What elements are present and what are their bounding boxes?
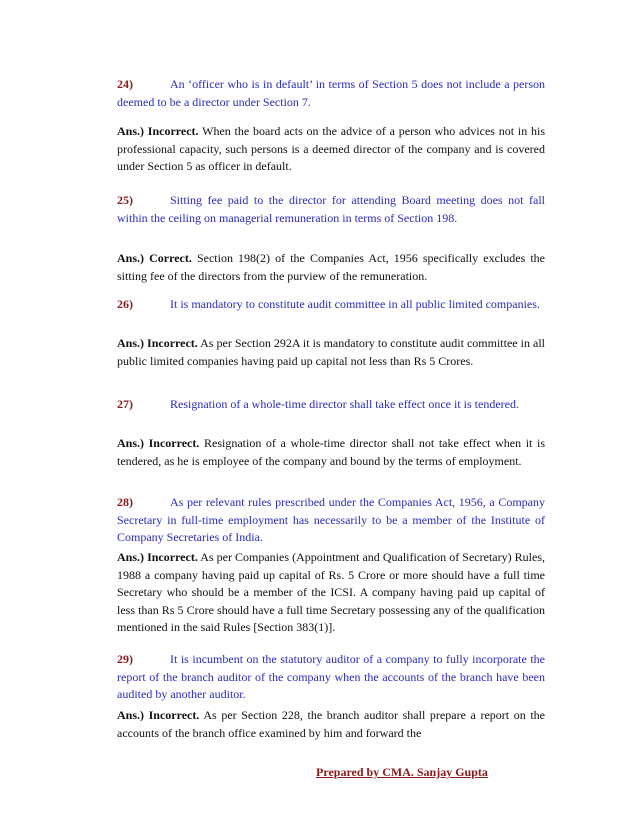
answer-verdict: Ans.) Incorrect. (117, 708, 200, 722)
answer-verdict: Ans.) Correct. (117, 251, 192, 265)
question-number: 25) (117, 193, 133, 207)
answer-text: When the board acts on the advice of a person who advices not in his professional capacity, such persons is a deemed director of the company and is covered under Section 5 as officer in default. (117, 124, 545, 173)
answer-29 (117, 707, 545, 742)
question-27 (117, 396, 545, 414)
question-25 (117, 192, 545, 227)
answer-28 (117, 549, 545, 637)
answer-text: As per Companies (Appointment and Qualification of Secretary) Rules, 1988 a company having paid up capital of Rs. 5 Crore or more should have a full time Secretary who should be a member of the ICSI. A company having paid up capital of less than Rs 5 Crore should have a full time Secretary possessing any of the qualification mentioned in the said Rules [Section 383(1)]. (117, 550, 545, 634)
question-29 (117, 651, 545, 704)
question-26 (117, 296, 545, 314)
question-text: It is mandatory to constitute audit committee in all public limited companies. (170, 297, 540, 311)
answer-text: As per Section 292A it is mandatory to constitute audit committee in all public limited companies having paid up capital not less than Rs 5 Crores. (117, 336, 545, 368)
question-number: 28) (117, 495, 133, 509)
answer-verdict: Ans.) Incorrect. (117, 124, 199, 138)
answer-24 (117, 123, 545, 176)
answer-27 (117, 435, 545, 470)
question-number: 27) (117, 397, 133, 411)
answer-verdict: Ans.) Incorrect. (117, 550, 198, 564)
question-text: Sitting fee paid to the director for attending Board meeting does not fall within the ceiling on managerial remuneration in terms of Section 198. (117, 193, 545, 225)
answer-text: Section 198(2) of the Companies Act, 1956 specifically excludes the sitting fee of the directors from the purview of the remuneration. (117, 251, 546, 283)
answer-text: As per Section 228, the branch auditor shall prepare a report on the accounts of the branch office examined by him and forward the (117, 708, 546, 740)
question-text: An ‘officer who is in default’ in terms of Section 5 does not include a person deemed to be a director under Section 7. (117, 77, 545, 109)
answer-verdict: Ans.) Incorrect. (117, 436, 200, 450)
answer-text: Resignation of a whole-time director shall not take effect when it is tendered, as he is employee of the company and bound by the terms of employment. (117, 436, 545, 468)
question-text: It is incumbent on the statutory auditor of a company to fully incorporate the report of the branch auditor of the company when the accounts of the branch have been audited by another auditor. (117, 652, 545, 701)
question-text: Resignation of a whole-time director shall take effect once it is tendered. (170, 397, 519, 411)
answer-26 (117, 335, 545, 370)
question-28 (117, 494, 545, 547)
question-24 (117, 76, 545, 111)
answer-25 (117, 250, 545, 285)
question-number: 24) (117, 77, 133, 91)
question-number: 29) (117, 652, 133, 666)
question-number: 26) (117, 297, 133, 311)
question-text: As per relevant rules prescribed under the Companies Act, 1956, a Company Secretary in full-time employment has necessarily to be a member of the Institute of Company Secretaries of India. (117, 495, 545, 544)
footer-credit: Prepared by CMA. Sanjay Gupta (316, 765, 488, 779)
answer-verdict: Ans.) Incorrect. (117, 336, 198, 350)
